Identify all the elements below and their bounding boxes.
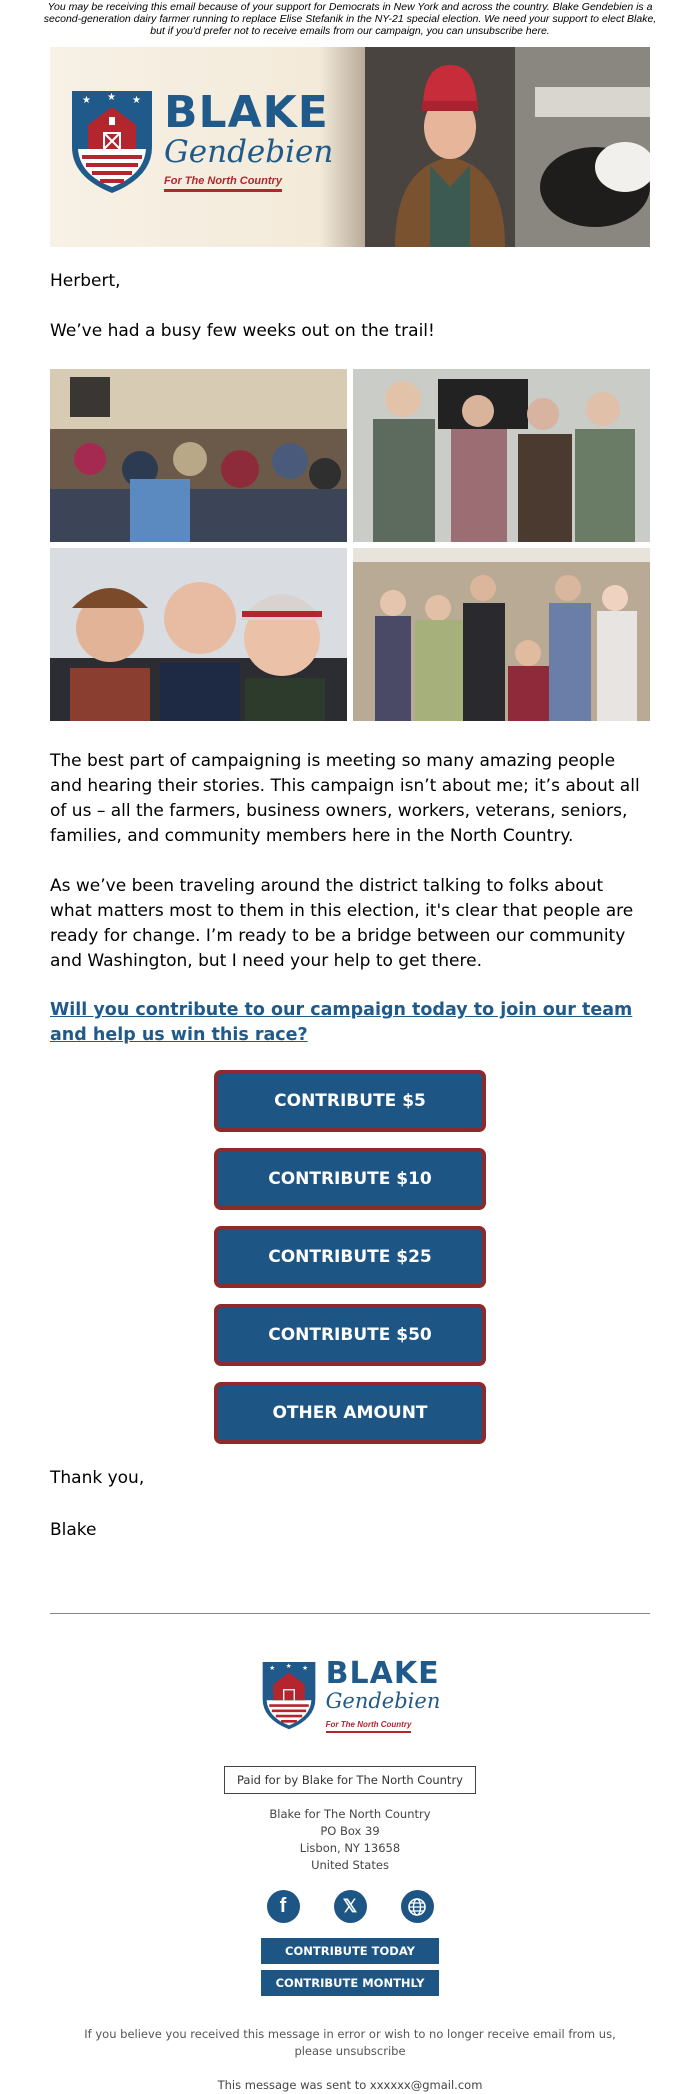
facebook-icon[interactable]: f: [267, 1890, 300, 1923]
contribute-buttons: [50, 1070, 650, 1460]
svg-text:★: ★: [285, 1661, 292, 1670]
contribute-10-button[interactable]: CONTRIBUTE $10: [214, 1148, 486, 1210]
svg-text:★: ★: [301, 1663, 308, 1672]
footer-logo-tagline: For The North Country: [326, 1720, 412, 1733]
footer-logo: [50, 1656, 650, 1734]
footer-logo-last-name: Gendebien: [325, 1688, 441, 1713]
contribute-5-button[interactable]: CONTRIBUTE $5: [214, 1070, 486, 1132]
social-links: [50, 1890, 650, 1923]
barn-shield-icon: [260, 1656, 318, 1734]
paid-for-disclaimer: Paid for by Blake for The North Country: [224, 1766, 476, 1794]
mailing-address: [50, 1806, 650, 1874]
x-icon[interactable]: 𝕏: [334, 1890, 367, 1923]
svg-text:★: ★: [107, 92, 116, 103]
sent-to-notice: This message was sent to xxxxxx@gmail.com: [217, 2078, 483, 2092]
address-line: United States: [311, 1858, 389, 1872]
barn-shield-icon: [68, 87, 156, 195]
logo-tagline: For The North Country: [164, 175, 282, 192]
intro-text: We’ve had a busy few weeks out on the trail!: [50, 321, 435, 341]
contribute-25-button[interactable]: CONTRIBUTE $25: [214, 1226, 486, 1288]
signature: Blake: [50, 1520, 97, 1540]
hero-banner: [50, 47, 650, 247]
body-paragraph-2: As we’ve been traveling around the district talking to folks about what matters most to them in this election, it's clear that people are ready for change. I’m ready to be a bridge between our community and Washington, but I need your help to get there.: [50, 876, 634, 971]
greeting: Herbert,: [50, 271, 121, 291]
group-photo-four-men: [353, 369, 650, 542]
svg-text:★: ★: [82, 95, 91, 106]
crowd-photo: [50, 369, 347, 542]
logo-first-name: BLAKE: [164, 86, 329, 138]
contribute-monthly-button[interactable]: CONTRIBUTE MONTHLY: [261, 1970, 439, 1996]
footer-logo-first-name: BLAKE: [325, 1655, 440, 1691]
logo-last-name: Gendebien: [164, 133, 334, 170]
campaign-logo: [68, 87, 333, 195]
globe-icon[interactable]: [401, 1890, 434, 1923]
group-photo-office: [353, 548, 650, 721]
other-amount-button[interactable]: OTHER AMOUNT: [214, 1382, 486, 1444]
contribute-today-button[interactable]: CONTRIBUTE TODAY: [261, 1938, 439, 1964]
svg-text:★: ★: [132, 95, 141, 106]
selfie-photo: [50, 548, 347, 721]
address-line: Lisbon, NY 13658: [299, 1841, 401, 1855]
unsubscribe-notice[interactable]: If you believe you received this message in error or wish to no longer receive email from us, please unsubscribe: [84, 2027, 616, 2058]
preheader-text: You may be receiving this email because of your support for Democrats in New York and across the country. Blake Gendebien is a second-generation dairy farmer running to replace Elise Stefanik in the NY-21 special election. We need your support to elect Blake, but if you'd prefer not to receive emails from our campaign, you can unsubscribe here.: [43, 1, 657, 37]
svg-text:★: ★: [268, 1663, 275, 1672]
contribute-ask-link[interactable]: Will you contribute to our campaign today to join our team and help us win this race?: [50, 1000, 633, 1045]
contribute-50-button[interactable]: CONTRIBUTE $50: [214, 1304, 486, 1366]
address-line: PO Box 39: [320, 1824, 380, 1838]
body-paragraph-1: The best part of campaigning is meeting so many amazing people and hearing their stories. This campaign isn’t about me; it’s about all of us – all the farmers, business owners, workers, veterans, seniors, families, and community members here in the North Country.: [50, 751, 640, 846]
address-line: Blake for The North Country: [269, 1807, 431, 1821]
photo-grid: [50, 369, 650, 721]
closing-text: Thank you,: [50, 1468, 145, 1488]
footer-divider: [50, 1613, 650, 1614]
candidate-barn-photo: [365, 47, 650, 247]
